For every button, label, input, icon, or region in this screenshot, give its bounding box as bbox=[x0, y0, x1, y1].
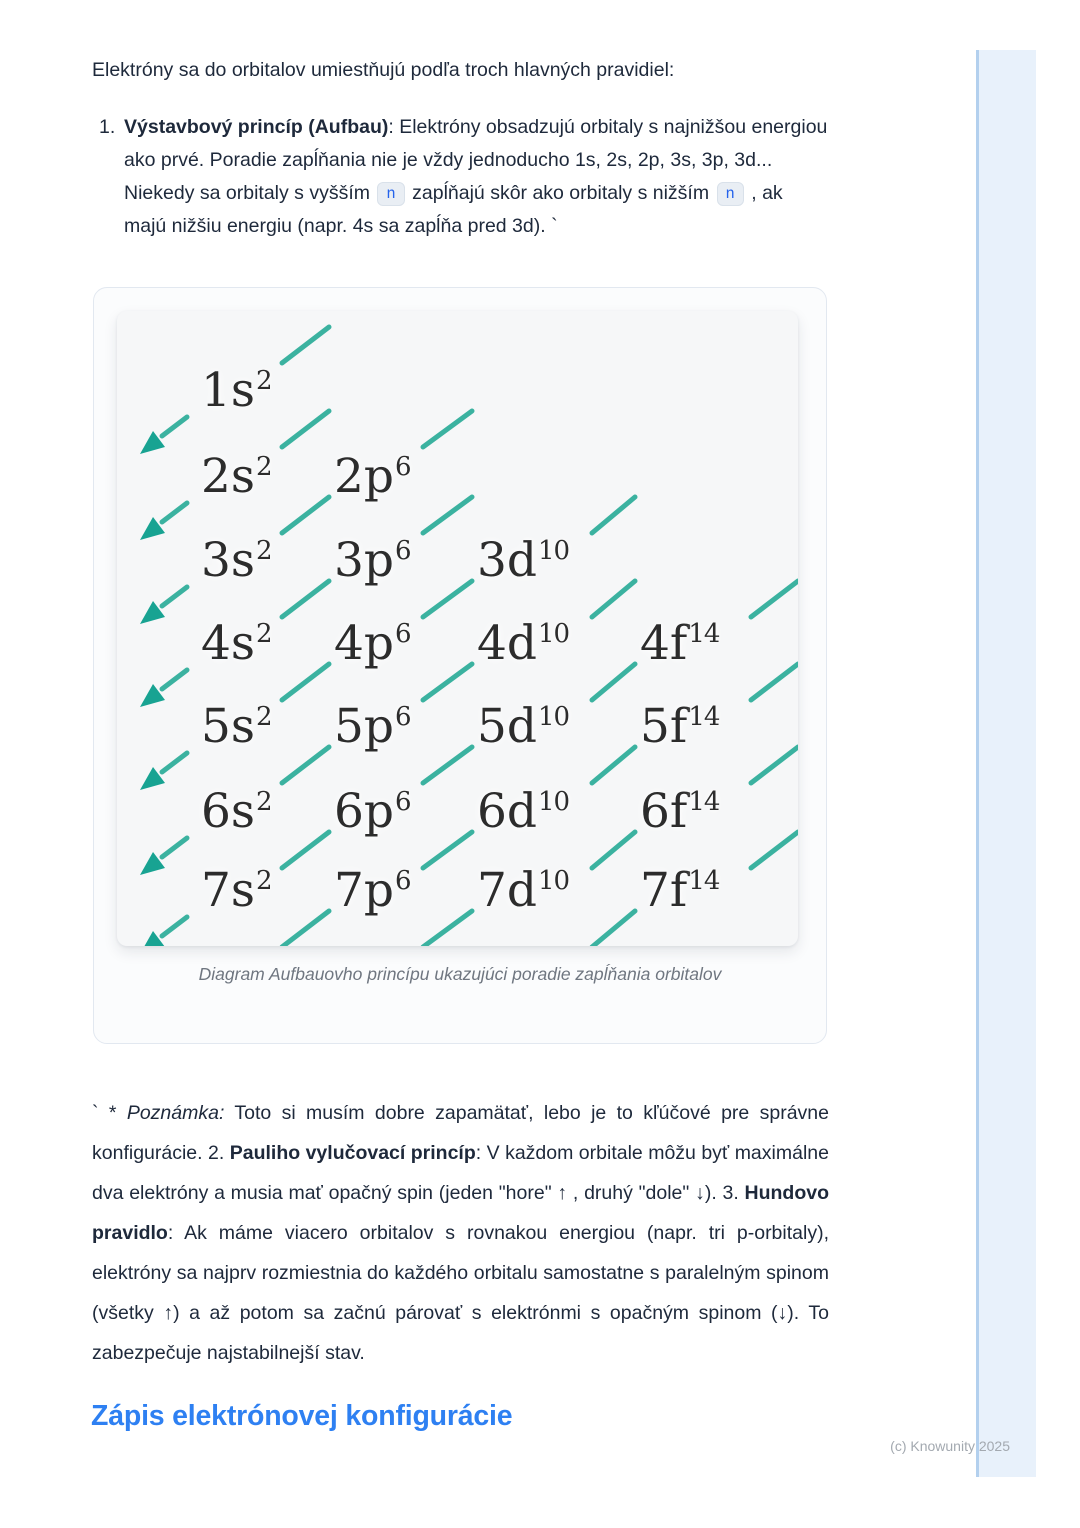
rule-list-item bbox=[99, 111, 829, 243]
orbital-label-2p: $2p^6$ bbox=[334, 449, 411, 504]
arrow-dash bbox=[423, 664, 472, 700]
arrow-dash bbox=[423, 747, 472, 783]
arrow-dash bbox=[162, 503, 187, 522]
arrow-dash bbox=[423, 411, 472, 447]
arrow-dash bbox=[282, 497, 329, 533]
orbital-label-4d: $4d^{10}$ bbox=[477, 616, 570, 671]
orbital-label-5s: $5s^2$ bbox=[201, 699, 272, 754]
arrow-dash bbox=[282, 411, 329, 447]
orbital-label-7f: $7f^{14}$ bbox=[640, 863, 720, 918]
arrow-dash bbox=[162, 670, 187, 689]
orbital-label-3s: $3s^2$ bbox=[201, 533, 272, 588]
rule-aufbau-text bbox=[124, 111, 829, 243]
orbital-label-6p: $6p^6$ bbox=[334, 784, 411, 839]
aufbau-diagram-image bbox=[117, 311, 798, 946]
copyright-text: (c) Knowunity 2025 bbox=[890, 1438, 1010, 1454]
inline-code-chip: n bbox=[717, 182, 744, 206]
text-segment: : Elektróny obsadzujú orbitaly s najnižšou energiou ako prvé. Poradie zapĺňania nie je vždy jednoducho 1s, 2s, 2p, 3s, 3p, 3d... Niekedy sa orbitaly s vyšším bbox=[124, 116, 828, 204]
orbital-label-4s: $4s^2$ bbox=[201, 616, 272, 671]
arrow-dash bbox=[592, 581, 635, 617]
arrow-dash bbox=[423, 497, 472, 533]
orbital-label-1s: $1s^2$ bbox=[201, 363, 272, 418]
arrow-dash bbox=[751, 832, 798, 868]
arrow-dash bbox=[592, 497, 635, 533]
arrowhead bbox=[140, 931, 165, 946]
arrow-dash bbox=[423, 911, 472, 946]
arrow-dash bbox=[282, 832, 329, 868]
section-heading: Zápis elektrónovej konfigurácie bbox=[91, 1400, 513, 1432]
orbital-label-2s: $2s^2$ bbox=[201, 449, 272, 504]
orbital-label-3p: $3p^6$ bbox=[334, 533, 411, 588]
orbital-label-7p: $7p^6$ bbox=[334, 863, 411, 918]
arrow-dash bbox=[282, 747, 329, 783]
orbital-label-6s: $6s^2$ bbox=[201, 784, 272, 839]
arrow-dash bbox=[751, 747, 798, 783]
text-segment: Výstavbový princíp (Aufbau) bbox=[124, 116, 389, 138]
right-edge-strip bbox=[976, 50, 1036, 1477]
arrow-dash bbox=[423, 581, 472, 617]
arrow-dash bbox=[282, 327, 329, 363]
text-segment: : Ak máme viacero orbitalov s rovnakou energiou (napr. tri p-orbitaly), elektróny sa najprv rozmiestnia do každého orbitalu samostatne s paralelným spinom (všetky ↑) a až potom sa začnú párovať s elektrónmi s opačným spinom (↓). To zabezpečuje najstabilnejší stav. bbox=[92, 1222, 829, 1364]
text-segment: Poznámka: bbox=[126, 1102, 225, 1124]
arrow-dash bbox=[423, 832, 472, 868]
arrow-dash bbox=[282, 581, 329, 617]
arrow-dash bbox=[592, 911, 635, 946]
inline-code-chip: n bbox=[377, 182, 404, 206]
orbital-label-6d: $6d^{10}$ bbox=[477, 784, 570, 839]
intro-paragraph: Elektróny sa do orbitalov umiestňujú podľa troch hlavných pravidiel: bbox=[92, 59, 675, 81]
orbital-label-5d: $5d^{10}$ bbox=[477, 699, 570, 754]
arrow-dash bbox=[162, 587, 187, 606]
orbital-label-4p: $4p^6$ bbox=[334, 616, 411, 671]
figure-caption: Diagram Aufbauovho princípu ukazujúci poradie zapĺňania orbitalov bbox=[198, 964, 722, 984]
aufbau-figure-card bbox=[93, 287, 827, 1044]
orbital-label-6f: $6f^{14}$ bbox=[640, 784, 720, 839]
list-item-number: 1. bbox=[99, 116, 116, 138]
arrow-dash bbox=[282, 664, 329, 700]
orbital-label-7d: $7d^{10}$ bbox=[477, 863, 570, 918]
orbital-label-7s: $7s^2$ bbox=[201, 863, 272, 918]
arrow-dash bbox=[162, 838, 187, 857]
arrow-dash bbox=[282, 911, 329, 946]
orbital-label-4f: $4f^{14}$ bbox=[640, 616, 720, 671]
arrow-dash bbox=[592, 747, 635, 783]
arrow-dash bbox=[162, 753, 187, 772]
arrow-dash bbox=[751, 581, 798, 617]
orbital-label-3d: $3d^{10}$ bbox=[477, 533, 570, 588]
text-segment: Hundovo pravidlo bbox=[92, 1182, 829, 1244]
arrow-dash bbox=[751, 664, 798, 700]
text-segment: : V každom orbitale môžu byť maximálne dva elektróny a musia mať opačný spin (jeden "hore" ↑ , druhý "dole" ↓). 3. bbox=[92, 1142, 829, 1204]
text-segment: zapĺňajú skôr ako orbitaly s nižším bbox=[406, 182, 715, 204]
arrow-dash bbox=[592, 832, 635, 868]
text-segment: Toto si musím dobre zapamätať, lebo je to kľúčové pre správne konfigurácie. 2. bbox=[92, 1102, 829, 1164]
arrow-dash bbox=[162, 417, 187, 436]
arrow-dash bbox=[592, 664, 635, 700]
note-paragraph bbox=[92, 1093, 829, 1373]
orbital-label-5f: $5f^{14}$ bbox=[640, 699, 720, 754]
orbital-label-5p: $5p^6$ bbox=[334, 699, 411, 754]
text-segment: ` * bbox=[92, 1102, 127, 1124]
text-segment: Pauliho vylučovací princíp bbox=[229, 1142, 476, 1164]
text-segment: , ak majú nižšiu energiu (napr. 4s sa zapĺňa pred 3d). ` bbox=[124, 182, 783, 237]
arrow-dash bbox=[162, 917, 187, 936]
